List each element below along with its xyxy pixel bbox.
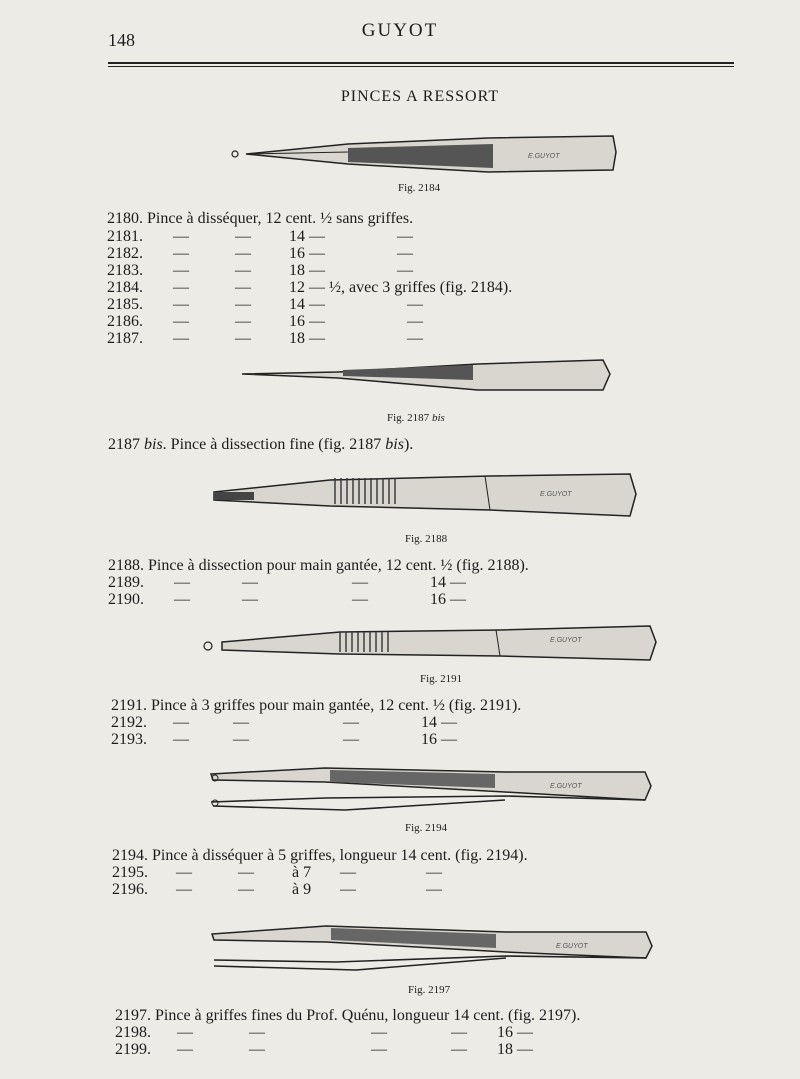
maker-stamp: E.GUYOT [540, 491, 572, 498]
entry-text: Pince à 3 griffes pour main gantée, 12 cent. ½ (fig. 2191). [151, 697, 522, 714]
page-number: 148 [108, 30, 135, 50]
entry-title [111, 697, 521, 714]
entry-title [107, 210, 413, 227]
entry-number: 2190. [108, 591, 144, 608]
maker-stamp: E.GUYOT [528, 153, 560, 160]
entry-number: 2196. [112, 881, 148, 898]
maker-stamp: E.GUYOT [550, 783, 582, 790]
entry-row: 2190. — — — 16 — [108, 591, 466, 608]
entry-text: Pince à disséquer à 5 griffes, longueur 14 cent. (fig. 2194). [152, 847, 528, 864]
section-title: PINCES A RESSORT [340, 88, 500, 105]
entry-title [108, 557, 529, 574]
forceps-illustration [228, 130, 620, 178]
running-head: GUYOT [361, 20, 439, 41]
entry-number: 2197. [115, 1007, 151, 1024]
entry-row: 2199. — — — — 18 — [115, 1041, 533, 1058]
maker-stamp: E.GUYOT [556, 943, 588, 950]
figure-caption: Fig. 2187 bis [387, 412, 445, 424]
entry-row: 2193. — — — 16 — [111, 731, 457, 748]
entry-title [112, 847, 528, 864]
figure-caption: Fig. 2197 [408, 984, 451, 996]
entry-number: 2183. [107, 262, 143, 279]
entry-row: 2183. — — 18 — — [107, 262, 413, 279]
figure-caption: Fig. 2191 [420, 673, 463, 685]
entry-number: 2192. [111, 714, 147, 731]
entry-row: 2196. — — à 9 — — [112, 881, 442, 898]
entry-text: Pince à dissection pour main gantée, 12 cent. ½ (fig. 2188). [148, 557, 529, 574]
figure-caption: Fig. 2188 [405, 533, 448, 545]
entry-number: 2184. [107, 279, 143, 296]
entry-row: 2187. — — 18 — — [107, 330, 423, 347]
entry-number: 2181. [107, 228, 143, 245]
forceps-illustration [206, 920, 656, 974]
entry-row: 2186. — — 16 — — [107, 313, 423, 330]
entry-number: 2198. [115, 1024, 151, 1041]
entry-number: 2195. [112, 864, 148, 881]
entry-number: 2191. [111, 697, 147, 714]
entry-number: 2187. [107, 330, 143, 347]
entry-number: 2188. [108, 557, 144, 574]
entry-row: 2184. — — 12 — ½, avec 3 griffes (fig. 2184). [107, 279, 513, 296]
entry-row: 2198. — — — — 16 — [115, 1024, 533, 1041]
entry-number: 2187 [108, 436, 144, 453]
forceps-illustration [200, 622, 660, 668]
figure-caption: Fig. 2194 [405, 822, 448, 834]
entry-text: Pince à disséquer, 12 cent. ½ sans griffes. [147, 210, 414, 227]
entry-text: Pince à griffes fines du Prof. Quénu, longueur 14 cent. (fig. 2197). [155, 1007, 581, 1024]
entry-row: 2195. — — à 7 — — [112, 864, 442, 881]
entry-number: 2189. [108, 574, 144, 591]
entry-number: 2199. [115, 1041, 151, 1058]
entry-number: 2193. [111, 731, 147, 748]
entry-row: 2185. — — 14 — — [107, 296, 423, 313]
entry-row: 2189. — — — 14 — [108, 574, 466, 591]
entry-number: 2182. [107, 245, 143, 262]
figure-caption: Fig. 2184 [398, 182, 441, 194]
header-rule-thin [108, 66, 734, 67]
entry-row: 2192. — — — 14 — [111, 714, 457, 731]
maker-stamp: E.GUYOT [550, 637, 582, 644]
entry-number: 2180. [107, 210, 143, 227]
forceps-illustration [238, 356, 614, 396]
entry-title: 2187 bis. Pince à dissection fine (fig. 2187 bis). [108, 436, 414, 453]
entry-number: 2186. [107, 313, 143, 330]
entry-number: 2194. [112, 847, 148, 864]
entry-title [115, 1007, 580, 1024]
header-rule-thick [108, 62, 734, 64]
entry-row: 2182. — — 16 — — [107, 245, 413, 262]
entry-row: 2181. — — 14 — — [107, 228, 413, 245]
forceps-illustration [205, 762, 655, 818]
forceps-illustration [210, 470, 640, 526]
maker-stamp: E.GUYOT [378, 369, 410, 376]
entry-number: 2185. [107, 296, 143, 313]
